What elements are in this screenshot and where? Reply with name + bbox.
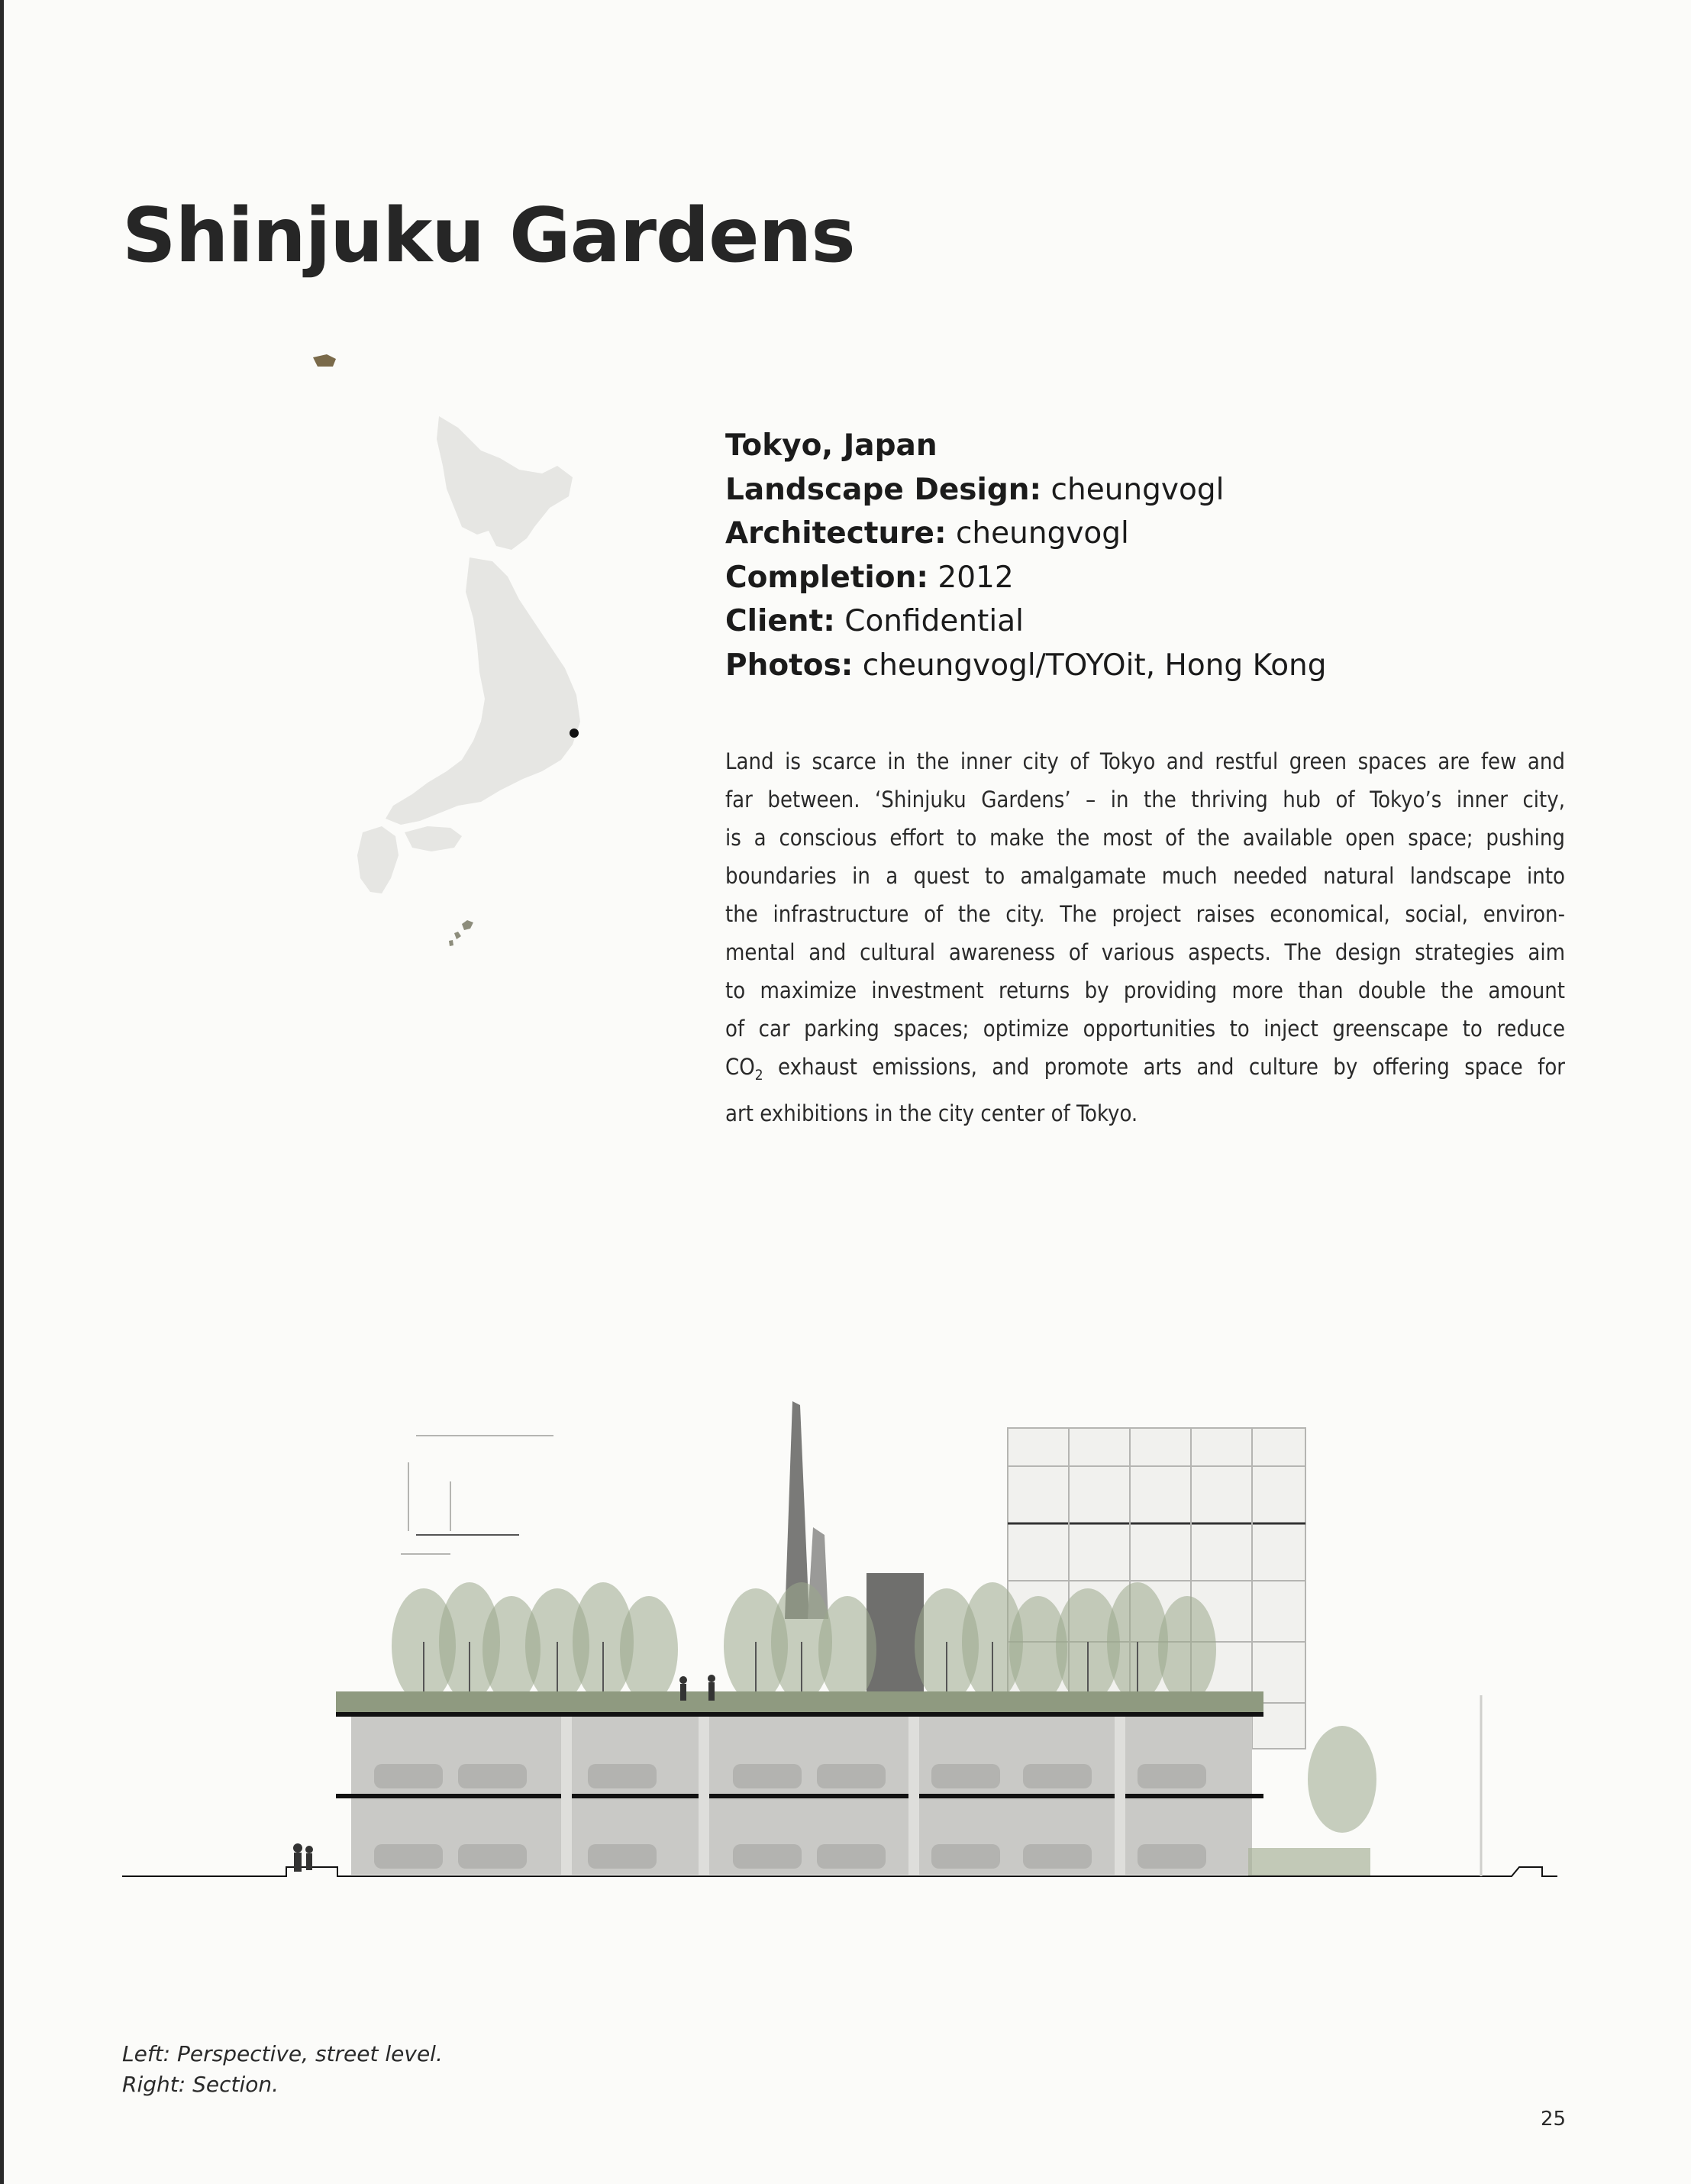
map-honshu — [386, 557, 580, 825]
fact-label: Landscape Design: — [725, 472, 1042, 507]
fact-label: Completion: — [725, 560, 928, 595]
description-line: to maximize investment returns by providing more than double the amount — [725, 977, 1565, 1003]
fact-value: 2012 — [937, 560, 1014, 595]
description-line: art exhibitions in the city center of Tokyo. — [725, 1100, 1138, 1126]
map-kyushu — [357, 826, 399, 893]
description-line: is a conscious effort to make the most of the available open space; pushing — [725, 825, 1565, 851]
description-line: far between. ‘Shinjuku Gardens’ – in the thriving hub of Tokyo’s inner city, — [725, 787, 1565, 813]
fact-label: Tokyo, Japan — [725, 428, 937, 463]
description-line: the infrastructure of the city. The project raises economical, social, environ- — [725, 901, 1565, 927]
caption-line-right: Right: Section. — [122, 2072, 279, 2097]
map-hokkaido — [437, 416, 573, 550]
co2-subscript: 2 — [754, 1066, 763, 1084]
figure-caption — [122, 2039, 443, 2100]
tokyo-location-marker — [570, 729, 579, 738]
fact-value: Confidential — [844, 604, 1024, 638]
fact-completion — [725, 556, 1327, 600]
fact-label: Architecture: — [725, 516, 947, 551]
fact-value: cheungvogl — [1050, 472, 1225, 507]
description-text: exhaust emissions, and promote arts and culture by offering space for — [763, 1054, 1565, 1080]
japan-map — [305, 344, 626, 970]
fact-label: Client: — [725, 604, 835, 638]
fact-architecture — [725, 512, 1327, 556]
side-planting — [1248, 1848, 1370, 1875]
description-line: mental and cultural awareness of various aspects. The design strategies aim — [725, 939, 1565, 965]
map-southern-islands — [449, 920, 473, 946]
co2-text: CO — [725, 1054, 755, 1080]
fact-label: Photos: — [725, 648, 854, 683]
fact-value: cheungvogl/TOYOit, Hong Kong — [862, 648, 1327, 683]
page-binding-edge — [0, 0, 4, 2184]
description-line: Land is scarce in the inner city of Tokyo and restful green spaces are few and — [725, 748, 1565, 774]
page-title: Shinjuku Gardens — [122, 192, 855, 279]
fact-photos — [725, 644, 1327, 688]
fact-location — [725, 424, 1327, 468]
caption-line-left: Left: Perspective, street level. — [122, 2041, 443, 2066]
description-line: boundaries in a quest to amalgamate much needed natural landscape into — [725, 863, 1565, 889]
map-islet-north — [313, 354, 336, 367]
description-line: of car parking spaces; optimize opportunities to inject greenscape to reduce — [725, 1016, 1565, 1042]
green-roof — [336, 1691, 1263, 1713]
fact-value: cheungvogl — [955, 516, 1129, 551]
map-shikoku — [405, 826, 462, 851]
project-description — [725, 742, 1565, 1132]
fact-client — [725, 599, 1327, 644]
description-line-co2 — [725, 1048, 1565, 1094]
section-drawing — [122, 1390, 1573, 1940]
project-facts — [725, 424, 1327, 687]
page-number: 25 — [1541, 2108, 1567, 2131]
fact-landscape-design — [725, 468, 1327, 512]
